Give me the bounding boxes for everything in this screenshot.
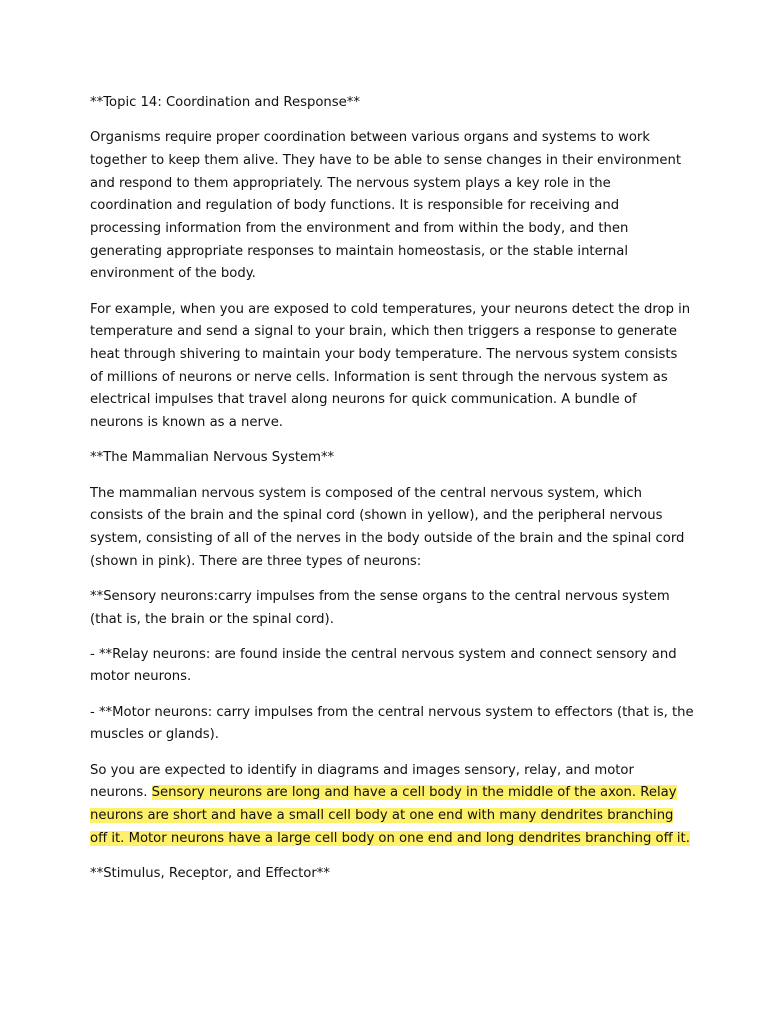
paragraph-sensory-neurons: **Sensory neurons:carry impulses from the sense organs to the central nervous system (that is, the brain or the spinal cord).: [90, 588, 670, 627]
mammalian-heading: **The Mammalian Nervous System**: [90, 450, 335, 466]
paragraph-motor-neurons: - **Motor neurons: carry impulses from the central nervous system to effectors (that is, the muscles or glands).: [90, 704, 694, 743]
topic-heading: **Topic 14: Coordination and Response**: [90, 95, 360, 110]
paragraph-relay-neurons: - **Relay neurons: are found inside the central nervous system and connect sensory and motor neurons.: [90, 646, 677, 685]
highlighted-text: Sensory neurons are long and have a cell body in the middle of the axon. Relay neurons are short and have a small cell body at one end with many dendrites branching off it. Motor neurons have a large cell body on one end and long dendrites branching off it.: [90, 785, 690, 846]
paragraph-mammalian-system: The mammalian nervous system is composed of the central nervous system, which consists of the brain and the spinal cord (shown in yellow), and the peripheral nervous system, consisting of all of the nerves in the body outside of the brain and the spinal cord (shown in pink). There are three types of neurons:: [90, 485, 685, 569]
identify-text: So you are expected to identify in diagrams and images sensory, relay, and motor neurons.: [90, 762, 634, 801]
paragraph-coordination: Organisms require proper coordination between various organs and systems to work together to keep them alive. They have to be able to sense changes in their environment and respond to them appropriately. The nervous system plays a key role in the coordination and regulation of body functions. It is responsible for receiving and processing information from the environment and from within the body, and then generating appropriate responses to maintain homeostasis, or the stable internal environment of the body.: [90, 130, 682, 282]
paragraph-identify-neurons: [90, 760, 694, 851]
stimulus-heading: **Stimulus, Receptor, and Effector**: [90, 865, 330, 881]
paragraph-example: For example, when you are exposed to cold temperatures, your neurons detect the drop in temperature and send a signal to your brain, which then triggers a response to generate heat through shivering to maintain your body temperature. The nervous system consists of millions of neurons or nerve cells. Information is sent through the nervous system as electrical impulses that travel along neurons for quick communication. A bundle of neurons is known as a nerve.: [90, 301, 691, 431]
